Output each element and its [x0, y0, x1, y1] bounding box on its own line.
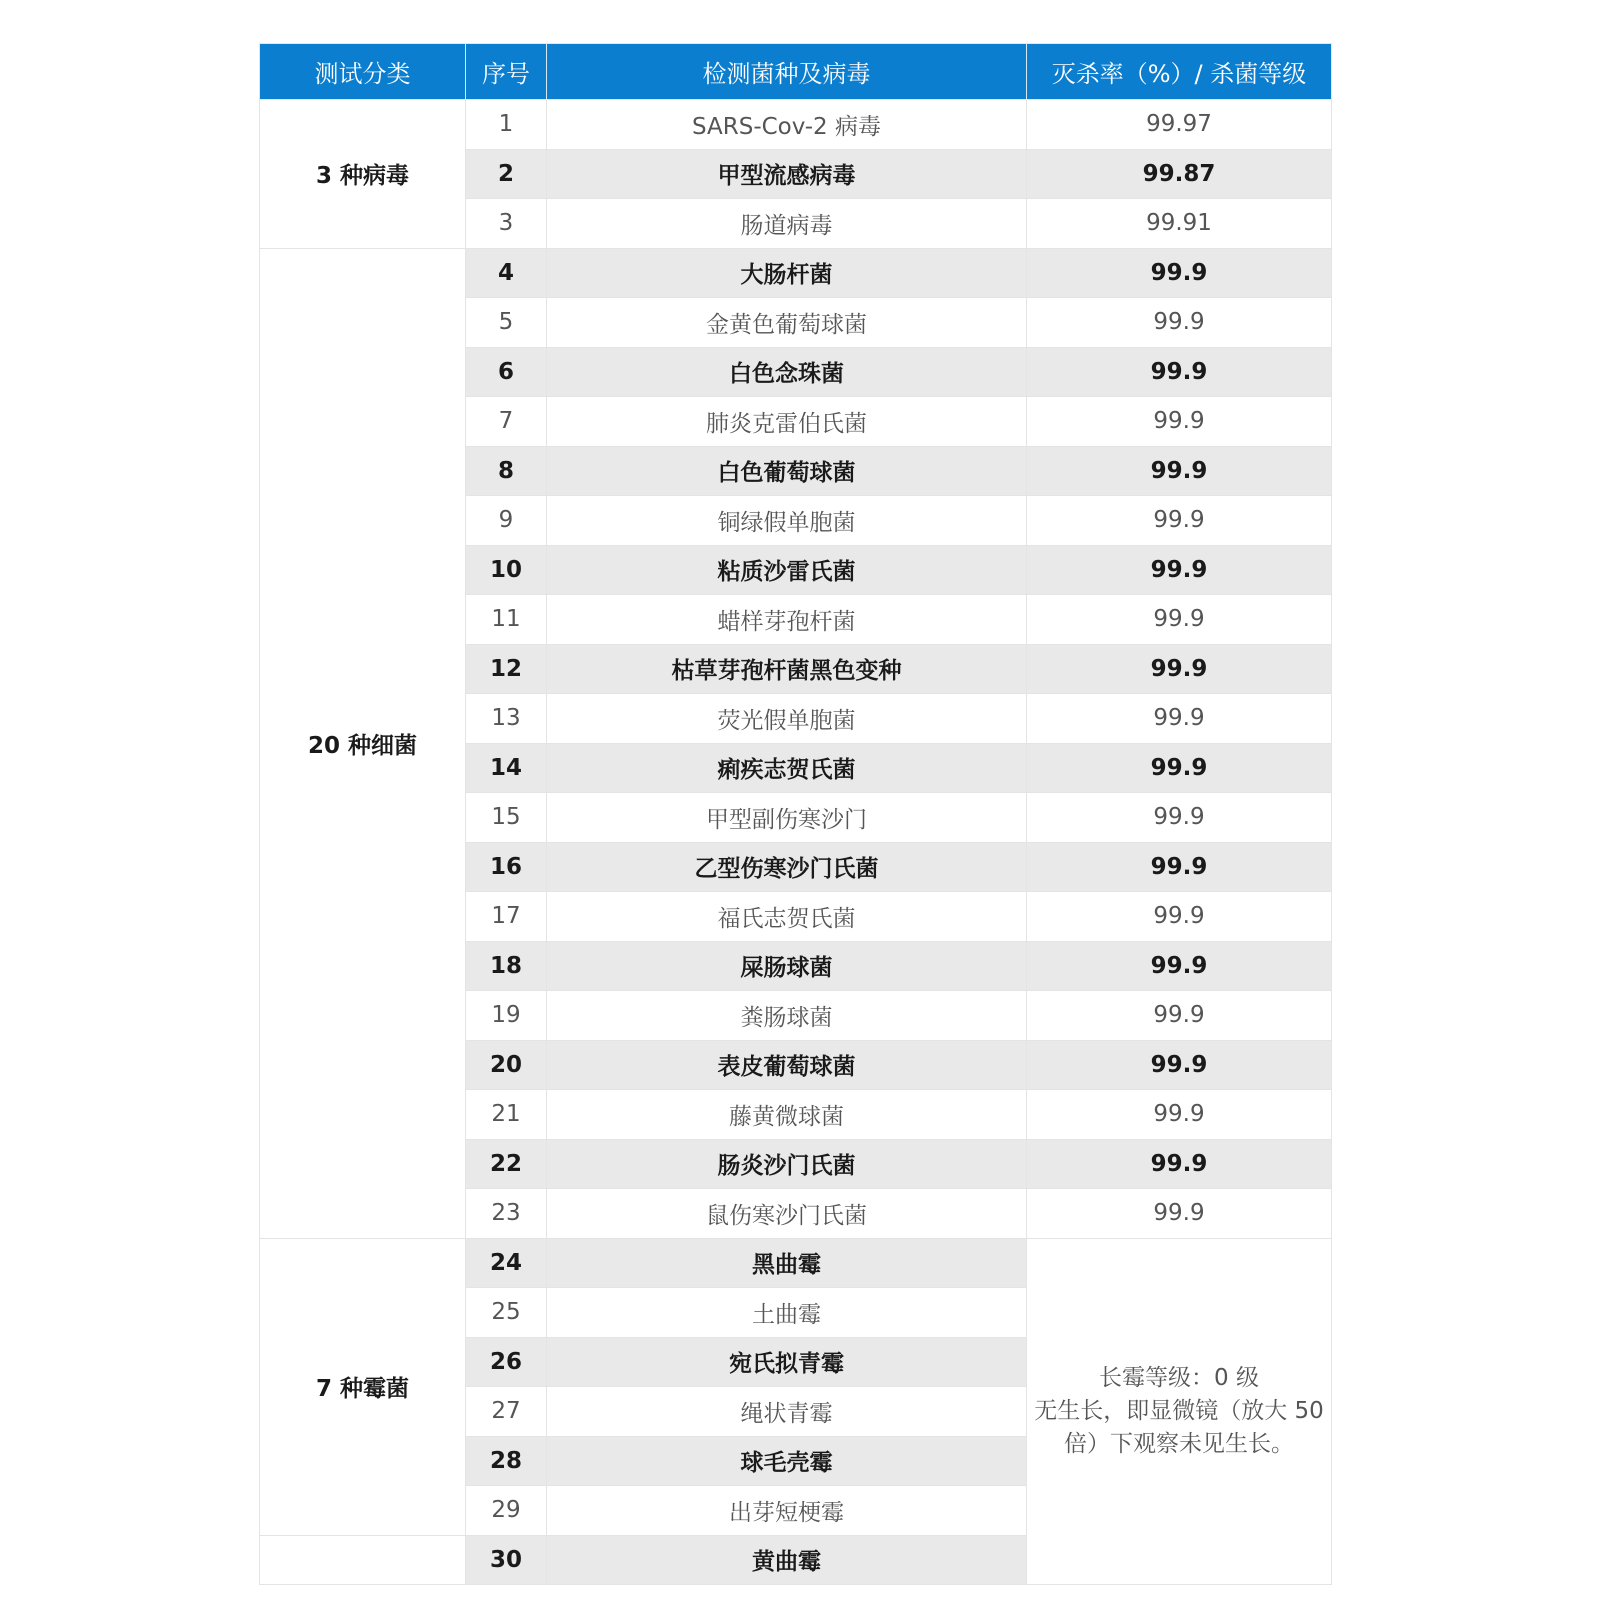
header-category: 测试分类 — [260, 44, 466, 100]
organism-name: 粪肠球菌 — [547, 991, 1027, 1041]
category-virus: 3 种病毒 — [260, 100, 466, 249]
organism-name: 黑曲霉 — [547, 1238, 1027, 1288]
organism-name: 粘质沙雷氏菌 — [547, 545, 1027, 595]
mold-note-line-1: 长霉等级：0 级 — [1099, 1364, 1259, 1391]
kill-rate: 99.9 — [1027, 347, 1332, 397]
row-index: 23 — [466, 1189, 547, 1239]
organism-name: 白色葡萄球菌 — [547, 446, 1027, 496]
organism-name: 出芽短梗霉 — [547, 1486, 1027, 1536]
row-index: 30 — [466, 1535, 547, 1585]
kill-rate: 99.9 — [1027, 793, 1332, 843]
row-index: 20 — [466, 1040, 547, 1090]
row-index: 9 — [466, 496, 547, 546]
row-index: 7 — [466, 397, 547, 447]
mold-grade-note — [1027, 1238, 1332, 1585]
row-index: 17 — [466, 892, 547, 942]
organism-name: 球毛壳霉 — [547, 1436, 1027, 1486]
organism-name: 鼠伤寒沙门氏菌 — [547, 1189, 1027, 1239]
kill-rate: 99.87 — [1027, 149, 1332, 199]
kill-rate: 99.9 — [1027, 496, 1332, 546]
row-index: 25 — [466, 1288, 547, 1338]
organism-name: 福氏志贺氏菌 — [547, 892, 1027, 942]
kill-rate-table — [259, 43, 1332, 1585]
organism-name: 乙型伤寒沙门氏菌 — [547, 842, 1027, 892]
row-index: 3 — [466, 199, 547, 249]
kill-rate: 99.9 — [1027, 1090, 1332, 1140]
organism-name: 铜绿假单胞菌 — [547, 496, 1027, 546]
kill-rate: 99.97 — [1027, 100, 1332, 150]
organism-name: 荧光假单胞菌 — [547, 694, 1027, 744]
row-index: 4 — [466, 248, 547, 298]
row-index: 27 — [466, 1387, 547, 1437]
organism-name: 黄曲霉 — [547, 1535, 1027, 1585]
table-row — [260, 248, 1332, 298]
category-mold: 7 种霉菌 — [260, 1238, 466, 1535]
table-header-row — [260, 44, 1332, 100]
kill-rate: 99.9 — [1027, 743, 1332, 793]
row-index: 18 — [466, 941, 547, 991]
kill-rate: 99.9 — [1027, 991, 1332, 1041]
organism-name: 大肠杆菌 — [547, 248, 1027, 298]
organism-name: 甲型流感病毒 — [547, 149, 1027, 199]
kill-rate: 99.9 — [1027, 595, 1332, 645]
organism-name: 痢疾志贺氏菌 — [547, 743, 1027, 793]
kill-rate: 99.9 — [1027, 1139, 1332, 1189]
table-row — [260, 100, 1332, 150]
category-bacteria: 20 种细菌 — [260, 248, 466, 1238]
organism-name: 肺炎克雷伯氏菌 — [547, 397, 1027, 447]
row-index: 26 — [466, 1337, 547, 1387]
organism-name: 绳状青霉 — [547, 1387, 1027, 1437]
category-blank-cell — [260, 1535, 466, 1585]
organism-name: 土曲霉 — [547, 1288, 1027, 1338]
row-index: 14 — [466, 743, 547, 793]
kill-rate: 99.9 — [1027, 644, 1332, 694]
row-index: 8 — [466, 446, 547, 496]
organism-name: 枯草芽孢杆菌黑色变种 — [547, 644, 1027, 694]
row-index: 2 — [466, 149, 547, 199]
kill-rate: 99.9 — [1027, 1189, 1332, 1239]
kill-rate: 99.9 — [1027, 545, 1332, 595]
row-index: 13 — [466, 694, 547, 744]
row-index: 19 — [466, 991, 547, 1041]
kill-rate: 99.91 — [1027, 199, 1332, 249]
row-index: 28 — [466, 1436, 547, 1486]
kill-rate: 99.9 — [1027, 694, 1332, 744]
row-index: 6 — [466, 347, 547, 397]
row-index: 11 — [466, 595, 547, 645]
table-row — [260, 1238, 1332, 1288]
row-index: 21 — [466, 1090, 547, 1140]
organism-name: SARS-Cov-2 病毒 — [547, 100, 1027, 150]
row-index: 22 — [466, 1139, 547, 1189]
row-index: 24 — [466, 1238, 547, 1288]
kill-rate: 99.9 — [1027, 941, 1332, 991]
organism-name: 宛氏拟青霉 — [547, 1337, 1027, 1387]
kill-rate: 99.9 — [1027, 446, 1332, 496]
organism-name: 白色念珠菌 — [547, 347, 1027, 397]
row-index: 10 — [466, 545, 547, 595]
row-index: 29 — [466, 1486, 547, 1536]
kill-rate: 99.9 — [1027, 397, 1332, 447]
header-rate: 灭杀率（%）/ 杀菌等级 — [1027, 44, 1332, 100]
mold-note-line-2: 无生长，即显微镜（放大 50 — [1034, 1397, 1324, 1424]
row-index: 16 — [466, 842, 547, 892]
kill-rate: 99.9 — [1027, 842, 1332, 892]
organism-name: 肠炎沙门氏菌 — [547, 1139, 1027, 1189]
kill-rate: 99.9 — [1027, 298, 1332, 348]
organism-name: 蜡样芽孢杆菌 — [547, 595, 1027, 645]
organism-name: 肠道病毒 — [547, 199, 1027, 249]
header-organism: 检测菌种及病毒 — [547, 44, 1027, 100]
organism-name: 屎肠球菌 — [547, 941, 1027, 991]
row-index: 15 — [466, 793, 547, 843]
organism-name: 表皮葡萄球菌 — [547, 1040, 1027, 1090]
row-index: 12 — [466, 644, 547, 694]
organism-name: 金黄色葡萄球菌 — [547, 298, 1027, 348]
header-index: 序号 — [466, 44, 547, 100]
kill-rate: 99.9 — [1027, 248, 1332, 298]
row-index: 5 — [466, 298, 547, 348]
kill-rate: 99.9 — [1027, 892, 1332, 942]
row-index: 1 — [466, 100, 547, 150]
kill-rate: 99.9 — [1027, 1040, 1332, 1090]
organism-name: 甲型副伤寒沙门 — [547, 793, 1027, 843]
organism-name: 藤黄微球菌 — [547, 1090, 1027, 1140]
mold-note-line-3: 倍）下观察未见生长。 — [1064, 1430, 1294, 1457]
